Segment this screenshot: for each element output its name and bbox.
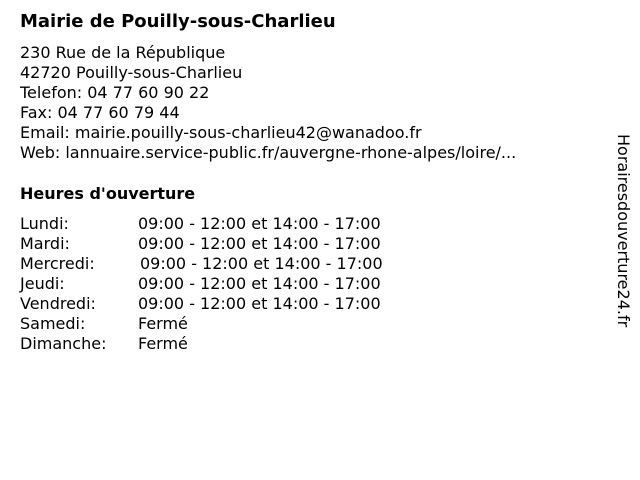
hours-row-dimanche [20, 334, 440, 354]
hours-time: Fermé [138, 314, 188, 333]
address-city: 42720 Pouilly-sous-Charlieu [20, 63, 243, 82]
hours-row-vendredi [20, 294, 440, 314]
hours-day: Vendredi: [20, 294, 96, 313]
hours-day: Dimanche: [20, 334, 107, 353]
site-watermark: Horairesdouverture24.fr [614, 134, 633, 328]
email-text: Email: mairie.pouilly-sous-charlieu42@wanadoo.fr [20, 123, 422, 142]
contact-block [20, 43, 516, 163]
hours-time: 09:00 - 12:00 et 14:00 - 17:00 [138, 214, 381, 233]
address-street: 230 Rue de la République [20, 43, 226, 62]
hours-time: 09:00 - 12:00 et 14:00 - 17:00 [138, 274, 381, 293]
hours-day: Lundi: [20, 214, 69, 233]
hours-time: Fermé [138, 334, 188, 353]
hours-time: 09:00 - 12:00 et 14:00 - 17:00 [138, 234, 381, 253]
hours-time: 09:00 - 12:00 et 14:00 - 17:00 [138, 294, 381, 313]
opening-hours-list [20, 214, 440, 354]
hours-heading: Heures d'ouverture [20, 184, 196, 203]
phone-text: Telefon: 04 77 60 90 22 [20, 83, 210, 102]
hours-row-samedi [20, 314, 440, 334]
hours-day: Mardi: [20, 234, 70, 253]
hours-time: 09:00 - 12:00 et 14:00 - 17:00 [140, 254, 383, 273]
hours-day: Jeudi: [20, 274, 65, 293]
web-text: Web: lannuaire.service-public.fr/auvergne-rhone-alpes/loire/... [20, 143, 517, 162]
hours-day: Mercredi: [20, 254, 95, 273]
fax-text: Fax: 04 77 60 79 44 [20, 103, 180, 122]
hours-row-lundi [20, 214, 440, 234]
hours-row-mardi [20, 234, 440, 254]
hours-row-mercredi [20, 254, 440, 274]
hours-day: Samedi: [20, 314, 86, 333]
page-title: Mairie de Pouilly-sous-Charlieu [20, 11, 336, 32]
hours-row-jeudi [20, 274, 440, 294]
